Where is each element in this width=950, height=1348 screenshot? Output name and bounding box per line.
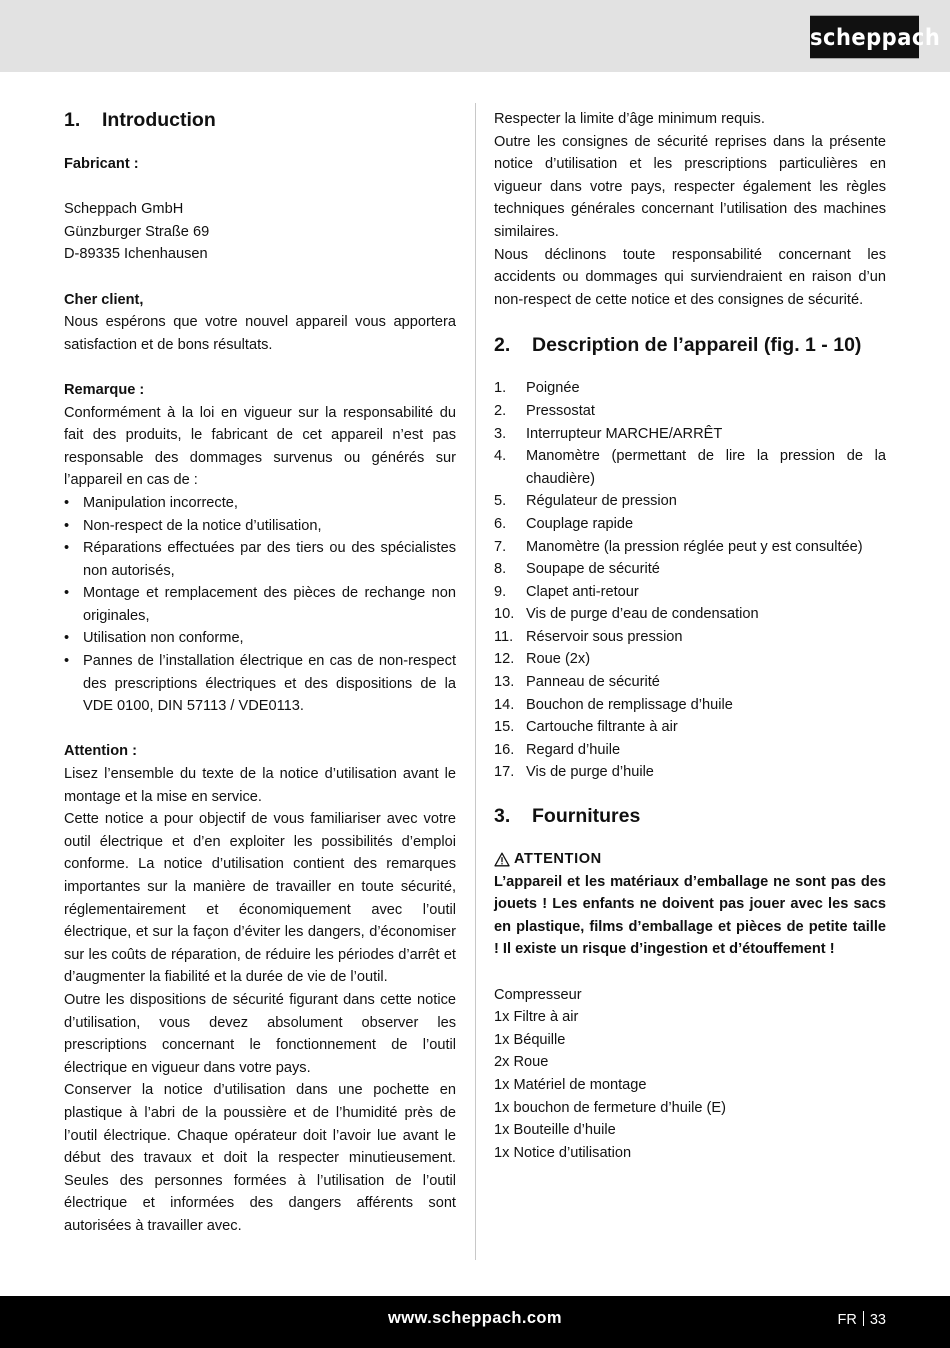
list-item: 2. Pressostat <box>494 402 595 419</box>
header-bar <box>0 0 950 72</box>
warning-heading: ATTENTION <box>494 848 886 871</box>
list-item: 6. Couplage rapide <box>494 515 634 532</box>
list-item: 17. Vis de purge d’huile <box>494 764 654 781</box>
list-item: 8. Soupape de sécurité <box>494 561 660 578</box>
left-column <box>64 106 456 1238</box>
liability-list <box>64 492 456 718</box>
list-item: 16. Regard d’huile <box>494 741 621 758</box>
list-item: 12. Roue (2x) <box>494 651 591 668</box>
list-item: 4. Manomètre (permettant de lire la pression de la chaudière) <box>494 448 886 487</box>
supply-item: 2x Roue <box>494 1054 549 1071</box>
supply-item: 1x Filtre à air <box>494 1009 579 1026</box>
attention-paragraph: Outre les dispositions de sécurité figurant dans cette notice d’utilisation, vous devez absolument observer les prescriptions concernant le fonctionnement de l’outil électrique en vigueur dans votre pays. <box>64 991 456 1076</box>
supply-item: 1x Bouteille d’huile <box>494 1122 616 1139</box>
warning-text: L’appareil et les matériaux d’emballage ne sont pas des jouets ! Les enfants ne doivent pas jouer avec les sacs en plastique, films d’emballage et pièces de petite taille ! Il existe un risque d’ingestion et d’étouffement ! <box>494 873 886 958</box>
list-item: 5. Régulateur de pression <box>494 493 677 510</box>
parts-list <box>494 377 886 784</box>
list-item: 15. Cartouche filtrante à air <box>494 719 678 736</box>
list-item: 10. Vis de purge d’eau de condensation <box>494 606 759 623</box>
section-heading-introduction: 1. Introduction <box>64 109 216 131</box>
list-item: 3. Interrupteur MARCHE/ARRÊT <box>494 425 723 442</box>
list-item: 7. Manomètre (la pression réglée peut y est consultée) <box>494 538 863 555</box>
footer-bar <box>0 1296 950 1348</box>
intro-paragraph: Nous déclinons toute responsabilité concernant les accidents ou dommages qui surviendraient en raison d’un non-respect de cette notice et des consignes de sécurité. <box>494 246 886 308</box>
supply-item: 1x Béquille <box>494 1031 566 1048</box>
warning-triangle-icon <box>494 852 510 867</box>
section-heading-supplies: 3. Fournitures <box>494 805 641 828</box>
note-text: Conformément à la loi en vigueur sur la responsabilité du fait des produits, le fabricant de cet appareil n’est pas responsable des dommages survenus ou générés sur l’appareil en cas de : <box>64 404 456 489</box>
attention-paragraph: Cette notice a pour objectif de vous familiariser avec votre outil électrique et d’en exploiter les possibilités d’emploi conforme. La notice d’utilisation contient des remarques importantes sur la manière de travailler en toute sécurité, réglementairement et économiquement avec l’outil électrique, et sur la façon d’éviter les dangers, d’économiser sur les coûts de réparation, de réduire les périodes d’arrêt et d’augmenter la fiabilité et la durée de vie de l’outil. <box>64 811 456 986</box>
right-column <box>494 108 886 1164</box>
list-item: • Non-respect de la notice d’utilisation, <box>64 515 456 538</box>
address-line: D-89335 Ichenhausen <box>64 246 208 263</box>
list-item: 1. Poignée <box>494 380 580 397</box>
supply-item: 1x Notice d’utilisation <box>494 1144 632 1161</box>
list-item: 9. Clapet anti-retour <box>494 583 639 600</box>
brand-logo: scheppach <box>810 16 919 59</box>
list-item: • Montage et remplacement des pièces de rechange non originales, <box>64 582 456 627</box>
intro-paragraph: Respecter la limite d’âge minimum requis. <box>494 111 765 127</box>
separator <box>863 1311 864 1326</box>
attention-paragraph: Conserver la notice d’utilisation dans une pochette en plastique à l’abri de la poussière et de l’humidité près de l’outil électrique. Chaque opérateur doit l’avoir lue avant le début des travaux et doit la respecter minutieusement. Seules des personnes formées à l’utilisation de l’outil électrique et informées des dangers afférents sont autorisées à travailler avec. <box>64 1082 456 1234</box>
attention-paragraph: Lisez l’ensemble du texte de la notice d’utilisation avant le montage et la mise en service. <box>64 766 456 805</box>
section-heading-description: 2. Description de l’appareil (fig. 1 - 10) <box>494 334 862 357</box>
supply-item: 1x Matériel de montage <box>494 1076 647 1093</box>
dear-customer-label: Cher client, <box>64 291 144 308</box>
column-divider <box>475 103 476 1260</box>
manufacturer-label: Fabricant : <box>64 156 139 172</box>
page-number <box>838 1311 886 1328</box>
list-item: • Manipulation incorrecte, <box>64 492 456 515</box>
list-item: • Utilisation non conforme, <box>64 627 456 650</box>
address-line: Günzburger Straße 69 <box>64 223 210 240</box>
page-num: 33 <box>869 1312 886 1328</box>
language-code: FR <box>837 1312 857 1328</box>
list-item: • Réparations effectuées par des tiers ou des spécialistes non autorisés, <box>64 537 456 582</box>
list-item: • Pannes de l’installation électrique en cas de non-respect des prescriptions électriques et des dispositions de la VDE 0100, DIN 57113 / VDE0113. <box>64 650 456 718</box>
intro-paragraph: Outre les consignes de sécurité reprises dans la présente notice d’utilisation et les prescriptions particulières en vigueur dans votre pays, respecter également les règles techniques générales concernant l’utilisation des machines similaires. <box>494 133 886 240</box>
list-item: 14. Bouchon de remplissage d’huile <box>494 696 733 713</box>
dear-customer-text: Nous espérons que votre nouvel appareil vous apportera satisfaction et de bons résultats. <box>64 314 456 353</box>
supply-item: 1x bouchon de fermeture d’huile (E) <box>494 1099 727 1116</box>
attention-label: Attention : <box>64 743 137 760</box>
list-item: 13. Panneau de sécurité <box>494 674 660 691</box>
footer-website: www.scheppach.com <box>388 1309 562 1327</box>
list-item: 11. Réservoir sous pression <box>494 628 683 645</box>
note-label: Remarque : <box>64 381 145 398</box>
supply-item: Compresseur <box>494 986 582 1003</box>
address-line: Scheppach GmbH <box>64 201 184 218</box>
